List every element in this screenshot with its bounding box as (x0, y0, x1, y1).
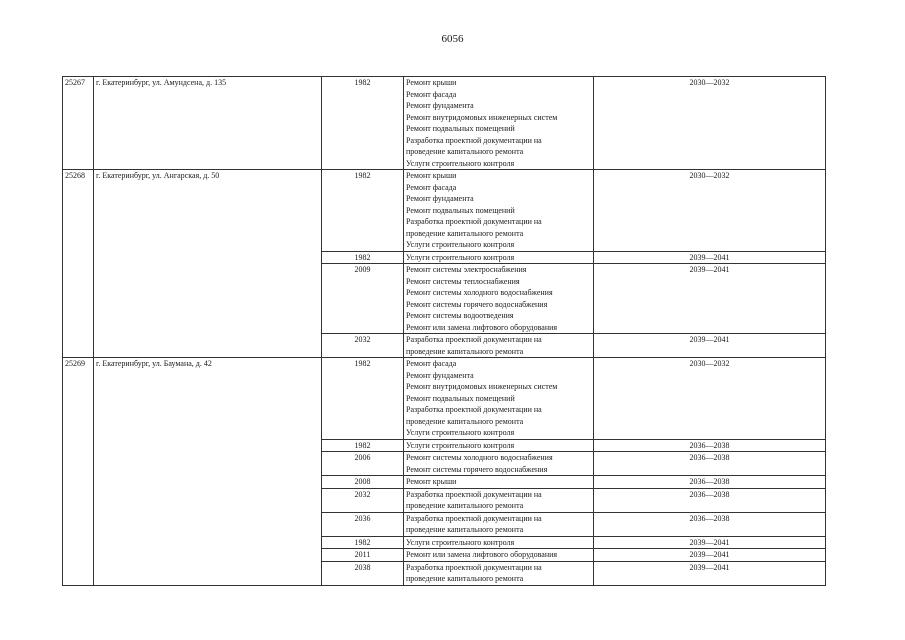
work-item: Ремонт фасада (406, 359, 457, 368)
table-row (63, 170, 826, 252)
works-cell (404, 264, 594, 334)
works-cell (404, 452, 594, 476)
works-cell (404, 170, 594, 252)
works-cell (404, 251, 594, 264)
house-number-cell: 25269 (63, 358, 94, 586)
period-cell: 2036—2038 (594, 439, 826, 452)
year-cell: 1982 (322, 77, 404, 170)
work-item: Разработка проектной документации на (406, 217, 542, 226)
works-cell (404, 439, 594, 452)
works-cell (404, 77, 594, 170)
work-item: Разработка проектной документации на (406, 562, 542, 572)
work-item: Ремонт системы электроснабжения (406, 265, 527, 274)
work-item: Ремонт крыши (406, 477, 457, 486)
address-cell: г. Екатеринбург, ул. Амундсена, д. 135 (94, 77, 322, 170)
work-item: Услуги строительного контроля (406, 252, 515, 262)
work-item: Разработка проектной документации на (406, 335, 542, 344)
work-item: Ремонт подвальных помещений (406, 393, 515, 403)
year-cell: 2032 (322, 334, 404, 358)
year-cell: 2032 (322, 488, 404, 512)
year-cell: 1982 (322, 439, 404, 452)
work-item: проведение капитального ремонта (406, 228, 524, 238)
year-cell: 2008 (322, 476, 404, 489)
table-body (63, 77, 826, 586)
work-item: Ремонт внутридомовых инженерных систем (406, 112, 558, 122)
address-cell: г. Екатеринбург, ул. Ангарская, д. 50 (94, 170, 322, 358)
table-row (63, 358, 826, 440)
work-item: Ремонт системы холодного водоснабжения (406, 288, 553, 297)
work-item: Услуги строительного контроля (406, 428, 515, 437)
house-number-cell: 25267 (63, 77, 94, 170)
work-item: Разработка проектной документации на (406, 135, 542, 145)
year-cell: 2038 (322, 561, 404, 585)
works-cell (404, 476, 594, 489)
work-item: Разработка проектной документации на (406, 513, 542, 523)
work-item: проведение капитального ремонта (406, 574, 524, 583)
year-cell: 1982 (322, 251, 404, 264)
works-cell (404, 549, 594, 562)
period-cell: 2030—2032 (594, 358, 826, 440)
page-number: 6056 (441, 33, 464, 45)
work-item: Ремонт крыши (406, 171, 457, 180)
period-cell: 2039—2041 (594, 561, 826, 585)
period-cell: 2039—2041 (594, 264, 826, 334)
work-item: Ремонт подвальных помещений (406, 205, 515, 215)
works-cell (404, 536, 594, 549)
works-cell (404, 334, 594, 358)
work-item: проведение капитального ремонта (406, 147, 524, 156)
work-item: Ремонт системы горячего водоснабжения (406, 464, 548, 474)
year-cell: 1982 (322, 536, 404, 549)
period-cell: 2039—2041 (594, 334, 826, 358)
work-item: Ремонт фундамента (406, 194, 474, 203)
work-item: Услуги строительного контроля (406, 440, 515, 450)
work-item: Ремонт или замена лифтового оборудования (406, 322, 558, 332)
period-cell: 2036—2038 (594, 488, 826, 512)
period-cell: 2030—2032 (594, 170, 826, 252)
work-item: проведение капитального ремонта (406, 525, 524, 534)
year-cell: 1982 (322, 170, 404, 252)
work-item: Ремонт системы водоотведения (406, 311, 514, 320)
work-item: Разработка проектной документации на (406, 405, 542, 414)
period-cell: 2036—2038 (594, 452, 826, 476)
work-item: Ремонт фундамента (406, 370, 474, 380)
address-cell: г. Екатеринбург, ул. Баумана, д. 42 (94, 358, 322, 586)
works-cell (404, 358, 594, 440)
period-cell: 2030—2032 (594, 77, 826, 170)
period-cell: 2039—2041 (594, 549, 826, 562)
work-item: Ремонт крыши (406, 78, 457, 87)
works-cell (404, 561, 594, 585)
work-item: Ремонт системы горячего водоснабжения (406, 299, 548, 309)
period-cell: 2039—2041 (594, 251, 826, 264)
works-cell (404, 488, 594, 512)
period-cell: 2036—2038 (594, 512, 826, 536)
year-cell: 2009 (322, 264, 404, 334)
work-item: Ремонт фасада (406, 182, 457, 192)
work-item: Услуги строительного контроля (406, 158, 515, 168)
period-cell: 2039—2041 (594, 536, 826, 549)
work-item: Ремонт подвальных помещений (406, 124, 515, 133)
work-item: Ремонт фасада (406, 89, 457, 99)
works-cell (404, 512, 594, 536)
work-item: Услуги строительного контроля (406, 240, 515, 249)
work-item: Разработка проектной документации на (406, 489, 542, 499)
house-number-cell: 25268 (63, 170, 94, 358)
work-item: Ремонт внутридомовых инженерных систем (406, 382, 558, 391)
year-cell: 1982 (322, 358, 404, 440)
work-item: Ремонт или замена лифтового оборудования (406, 550, 558, 559)
work-item: проведение капитального ремонта (406, 346, 524, 356)
table-row (63, 77, 826, 170)
work-item: проведение капитального ремонта (406, 416, 524, 426)
work-item: проведение капитального ремонта (406, 501, 524, 510)
capital-repair-table (62, 76, 826, 586)
year-cell: 2036 (322, 512, 404, 536)
year-cell: 2011 (322, 549, 404, 562)
work-item: Ремонт фундамента (406, 101, 474, 110)
year-cell: 2006 (322, 452, 404, 476)
period-cell: 2036—2038 (594, 476, 826, 489)
work-item: Ремонт системы теплоснабжения (406, 276, 520, 286)
work-item: Ремонт системы холодного водоснабжения (406, 453, 553, 462)
work-item: Услуги строительного контроля (406, 537, 515, 547)
